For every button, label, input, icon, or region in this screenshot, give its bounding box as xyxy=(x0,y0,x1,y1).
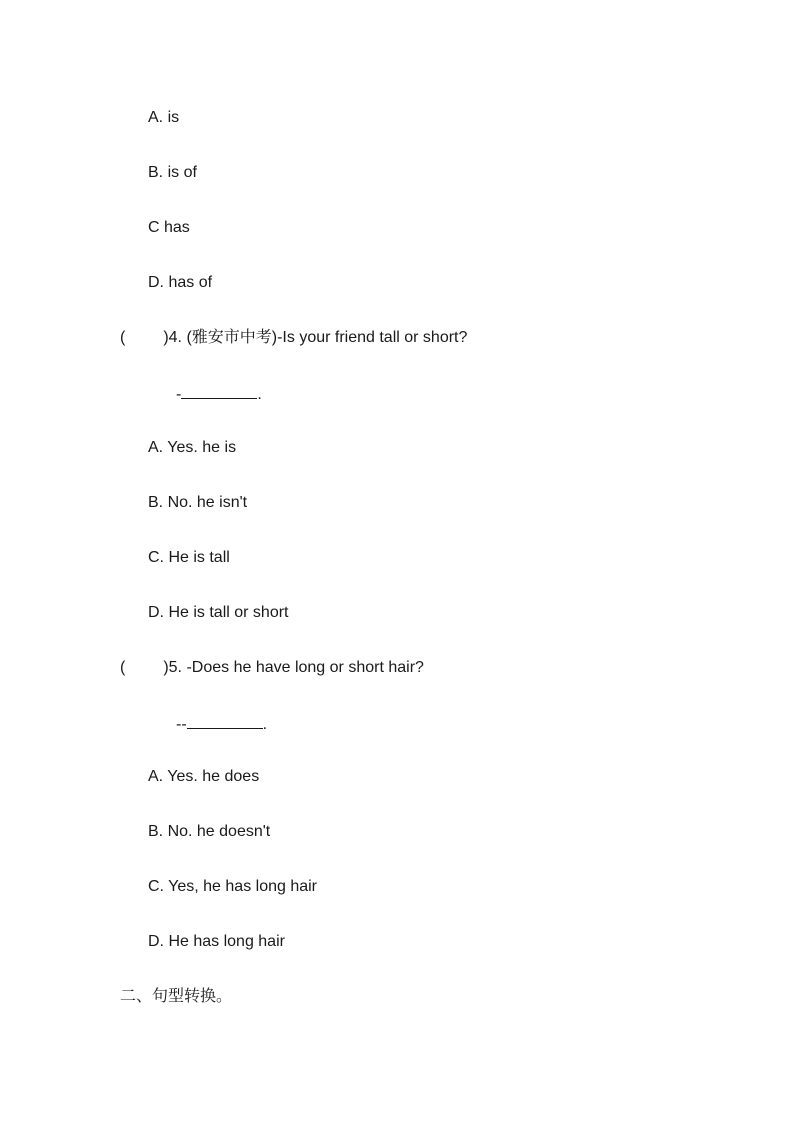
question-5-answer-line xyxy=(176,713,267,735)
section-heading: 二、句型转换。 xyxy=(120,988,233,1005)
q3-option-c: C has xyxy=(148,219,190,236)
question-5-text: )5. -Does he have long or short hair? xyxy=(163,659,424,676)
q5-option-c: C. Yes, he has long hair xyxy=(148,878,318,895)
question-4-answer-line xyxy=(176,383,262,405)
q5-option-a: A. Yes. he does xyxy=(148,768,260,785)
fill-in-blank[interactable] xyxy=(187,713,263,729)
question-5 xyxy=(120,658,424,678)
question-4-text: )4. (雅安市中考)-Is your friend tall or short? xyxy=(163,329,468,346)
answer-paren-open: ( xyxy=(120,329,126,346)
q4-option-b: B. No. he isn't xyxy=(148,494,248,511)
answer-dash: - xyxy=(176,386,182,403)
q5-option-b: B. No. he doesn't xyxy=(148,823,271,840)
answer-dash: -- xyxy=(176,716,187,733)
q3-option-d: D. has of xyxy=(148,274,213,291)
q5-option-d: D. He has long hair xyxy=(148,933,285,950)
answer-period: . xyxy=(262,716,268,733)
answer-paren-open: ( xyxy=(120,659,126,676)
question-4 xyxy=(120,328,467,348)
q4-option-a: A. Yes. he is xyxy=(148,439,237,456)
q3-option-a: A. is xyxy=(148,109,180,126)
answer-period: . xyxy=(257,386,262,403)
q4-option-d: D. He is tall or short xyxy=(148,604,289,621)
q3-option-b: B. is of xyxy=(148,164,197,181)
q4-option-c: C. He is tall xyxy=(148,549,230,566)
fill-in-blank[interactable] xyxy=(181,383,257,399)
